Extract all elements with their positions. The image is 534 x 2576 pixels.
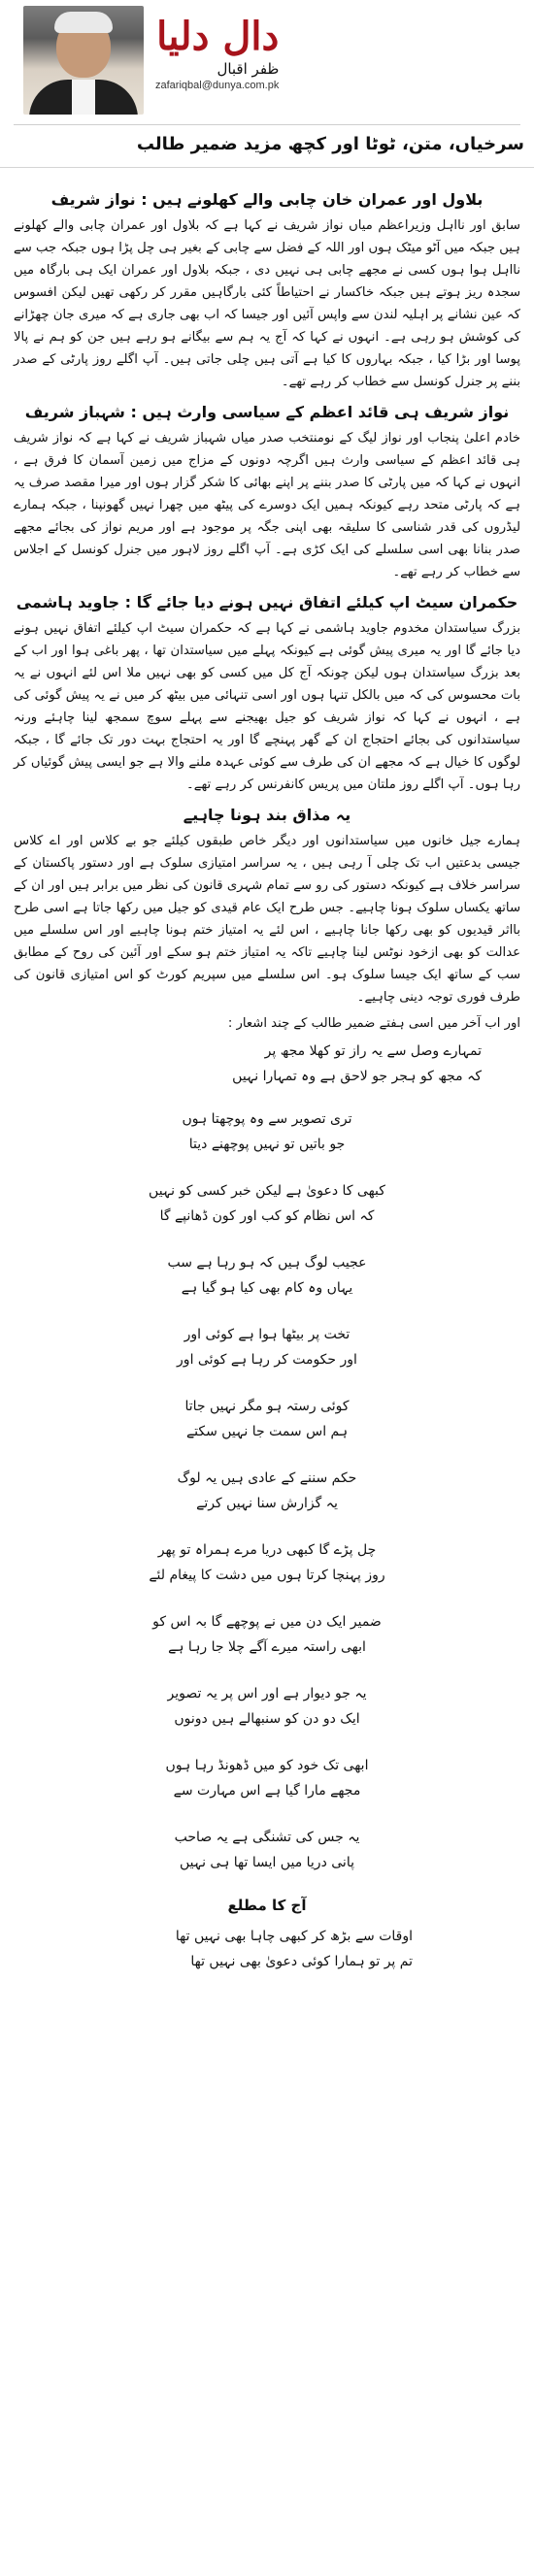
couplet	[121, 1825, 413, 1875]
author-name: ظفر اقبال	[217, 60, 280, 78]
couplet	[121, 1609, 413, 1660]
couplet	[121, 1178, 413, 1229]
poem-line: تری تصویر سے وہ پوچھتا ہوں	[182, 1111, 352, 1127]
poem-line: روز پہنچا کرتا ہوں میں دشت کا پیغام لئے	[149, 1568, 385, 1583]
column-headline: سرخیاں، متن، ٹوٹا اور کچھ مزید ضمیر طالب	[136, 134, 524, 154]
section-title: یہ مذاق بند ہونا چاہیے	[183, 806, 351, 824]
poem-line: کہ مجھ کو ہجر جو لاحق ہے وہ تمہارا نہیں	[232, 1069, 482, 1084]
poem-opening	[14, 1039, 482, 1089]
section-body: خادم اعلیٰ پنجاب اور نواز لیگ کے نومنتخب صدر میاں شہباز شریف نے کہا ہے کہ نواز شریف ہی قائد اعظم کے سیاسی وارث ہیں اگرچہ دونوں کے مزاج میں زمین آسمان کا فرق ہے ، انہوں نے کہا کہ میں پارٹی کا صدر بننے پر اپنے بھائی کا شکر گزار ہوں اور میرا مقصد صرف یہ ہے کہ پارٹی متحد رہے کیونکہ ہمیں ایک دوسرے کی پیٹھ میں چھرا نہیں گھونپنا ، جبکہ ہمارے لیڈروں کی قدر شناسی کا سلیقہ بھی اپنی جگہ پر موجود ہے اور مریم نواز کی بجائے مجھے صدر بنانا بھی اسی سلسلے کی ایک کڑی ہے۔ آپ اگلے روز لاہور میں جنرل کونسل کے اجلاس سے خطاب کر رہے تھے۔	[14, 431, 520, 579]
column-name: دال دلیا	[156, 14, 280, 59]
poem-line: مجھے مارا گیا ہے اس مہارت سے	[173, 1783, 361, 1799]
poem-line: یہ جس کی تشنگی ہے یہ صاحب	[174, 1830, 360, 1845]
poem-line: کوئی رستہ ہو مگر نہیں جاتا	[184, 1399, 350, 1414]
closing-title: آج کا مطلع	[227, 1897, 307, 1914]
poem-line: ہم اس سمت جا نہیں سکتے	[185, 1424, 349, 1439]
couplet	[121, 1394, 413, 1444]
poem-couplets	[14, 1106, 520, 1875]
news-section	[14, 593, 520, 796]
couplet	[121, 1681, 413, 1732]
poem-line: ایک دو دن کو سنبھالے ہیں دونوں	[174, 1711, 360, 1727]
author-photo-shirt	[72, 80, 95, 115]
author-email: zafariqbal@dunya.com.pk	[155, 80, 280, 91]
poem-line: اور حکومت کر رہا ہے کوئی اور	[177, 1352, 357, 1368]
column-logo	[155, 16, 279, 91]
couplet	[121, 1250, 413, 1301]
poem-line: یہاں وہ کام بھی کیا ہو گیا ہے	[181, 1280, 353, 1296]
poem-line: ابھی تک خود کو میں ڈھونڈ رہا ہوں	[165, 1758, 369, 1773]
section-title: نواز شریف ہی قائد اعظم کے سیاسی وارث ہیں : شہباز شریف	[24, 403, 510, 421]
section-body: سابق اور نااہل وزیراعظم میاں نواز شریف نے کہا ہے کہ بلاول اور عمران چابی والے کھلونے ہیں جبکہ میں آٹو میٹک ہوں اور اللہ کے فضل سے چابی کے بغیر ہی چل پڑا ہوں جبکہ جب سے نااہل ہوا ہوں کسی نے مجھے چابی ہی نہیں دی ، جبکہ بلاول اور عمران ایک ہی بارگاہ میں سجدہ ریز ہوتے ہیں جبکہ خاکسار نے احتیاطاً کئی بارگاہیں مقرر کر رکھی تھیں لیکن افسوس کہ عین نشانے پر اہلیہ لندن سے واپس آئیں اور جیسا کہ اب بھی جاری ہے کہ میری جان چھڑانے کی کوشش ہو رہی ہے۔ انہوں نے کہا کہ آج یہ ہم سے بیگانے ہو رہے ہیں جن کو ہم نے پالا پوسا اور بڑا کیا ، جبکہ بہاروں کا کیا ہے آتی ہیں چلی جاتی ہیں۔ آپ اگلے روز پارٹی کے صدر بننے پر جنرل کونسل سے خطاب کر رہے تھے۔	[14, 218, 520, 389]
column-header	[14, 0, 520, 125]
poem-line: کبھی کا دعویٰ ہے لیکن خبر کسی کو نہیں	[149, 1183, 385, 1199]
poem-line: تمہارے وصل سے یہ راز تو کھلا مجھ پر	[264, 1043, 482, 1059]
couplet	[121, 1466, 413, 1516]
poem-line: عجیب لوگ ہیں کہ ہو رہا ہے سب	[167, 1255, 367, 1271]
author-photo	[23, 6, 144, 115]
poem-line: پانی دریا میں ایسا تھا ہی نہیں	[180, 1855, 354, 1870]
column-body	[14, 181, 520, 1996]
couplet	[121, 1753, 413, 1803]
section-body: بزرگ سیاستدان مخدوم جاوید ہاشمی نے کہا ہے کہ حکمران سیٹ اپ کیلئے اتفاق نہیں ہونے دیا جائے گا اور یہ میری پیش گوئی ہے کیونکہ پہلے میں سیاستدان تھا ، پھر باغی ہوا اور اب کے بعد بزرگ سیاستدان ہوں لیکن چونکہ آج کل میں کسی کو بھی نہیں ملا اس لئے انہوں نے یہ بات محسوس کی کہ میں بالکل تنہا ہوں اور اسی تنہائی میں بیٹھ کر میں نے یہ پیش گوئی کی ہے ، انہوں نے کہا کہ نواز شریف کو جیل بھیجنے سے پہلے سوچ سمجھ لینا چاہئے ورنہ سیاستدانوں کی بجائے احتجاج ان کے گھر پہنچے گا اور یہ احتجاج بہت دور تک جائے گا ، جبکہ لوگوں کا خیال ہے کہ مجھے ان کی طرف سے کوئی عہدہ ملنے والا ہے جو ایسی پیش گوئیاں کر رہا ہوں۔ آپ اگلے روز ملتان میں پریس کانفرنس کر رہے تھے۔	[14, 621, 520, 792]
poem-line: تم پر تو ہمارا کوئی دعویٰ بھی نہیں تھا	[190, 1954, 413, 1969]
poem-line: یہ گزارش سنا نہیں کرتے	[196, 1496, 338, 1511]
section-body: ہمارے جیل خانوں میں سیاستدانوں اور دیگر خاص طبقوں کیلئے جو بے کلاس اور اے کلاس جیسی بدعتیں اب تک چلی آ رہی ہیں ، یہ سراسر امتیازی سلوک ہے اور دستور پاکستان کے سراسر خلاف ہے کیونکہ دستور کی رو سے تمام شہری قانون کی نظر میں برابر ہیں اور ان کے ساتھ یکساں سلوک ہونا چاہیے۔ جس طرح ایک عام قیدی کو جیل میں رکھا جاتا ہے اسی طرح بااثر قیدیوں کو بھی رکھا جانا چاہیے ، اس لئے یہ امتیاز ختم ہونا چاہیے اور اس سلسلے میں عدالت کو بھی ازخود نوٹس لینا چاہیے تاکہ یہ امتیاز ختم ہو سکے اور آئین کی روح کے مطابق سب کے ساتھ ایک جیسا سلوک ہو۔ اس سلسلے میں سپریم کورٹ کو اس امتیازی قانون کی طرف فوری توجہ دینی چاہیے۔	[14, 834, 520, 1005]
section-title: حکمران سیٹ اپ کیلئے اتفاق نہیں ہونے دیا جائے گا : جاوید ہاشمی	[16, 593, 518, 611]
divider	[0, 167, 534, 168]
poem-line: ابھی راستہ میرے آگے چلا جا رہا ہے	[168, 1639, 366, 1655]
news-section	[14, 190, 520, 393]
poem-line: تخت پر بیٹھا ہوا ہے کوئی اور	[184, 1327, 350, 1342]
couplet	[121, 1106, 413, 1157]
poem-line: یہ جو دیوار ہے اور اس پر یہ تصویر	[167, 1686, 367, 1701]
poem-intro: اور اب آخر میں اسی ہفتے ضمیر طالب کے چند اشعار :	[227, 1016, 520, 1031]
section-title: بلاول اور عمران خان چابی والے کھلونے ہیں : نواز شریف	[50, 190, 484, 209]
author-photo-hair	[54, 12, 113, 33]
news-section	[14, 403, 520, 583]
poem-line: جو باتیں تو نہیں پوچھنے دیتا	[188, 1137, 346, 1152]
poem-line: اوقات سے بڑھ کر کبھی چاہا بھی نہیں تھا	[175, 1929, 413, 1944]
poem-line: ضمیر ایک دن میں نے پوچھے گا بہ اس کو	[152, 1614, 382, 1630]
poem-line: چل پڑے گا کبھی دریا مرے ہمراہ تو پھر	[157, 1542, 377, 1558]
poem-line: کہ اس نظام کو کب اور کون ڈھانپے گا	[159, 1208, 375, 1224]
couplet	[121, 1537, 413, 1588]
closing-couplet	[121, 1924, 413, 1974]
news-section	[14, 806, 520, 1008]
couplet	[121, 1322, 413, 1372]
poem-line: حکم سننے کے عادی ہیں یہ لوگ	[177, 1470, 357, 1486]
